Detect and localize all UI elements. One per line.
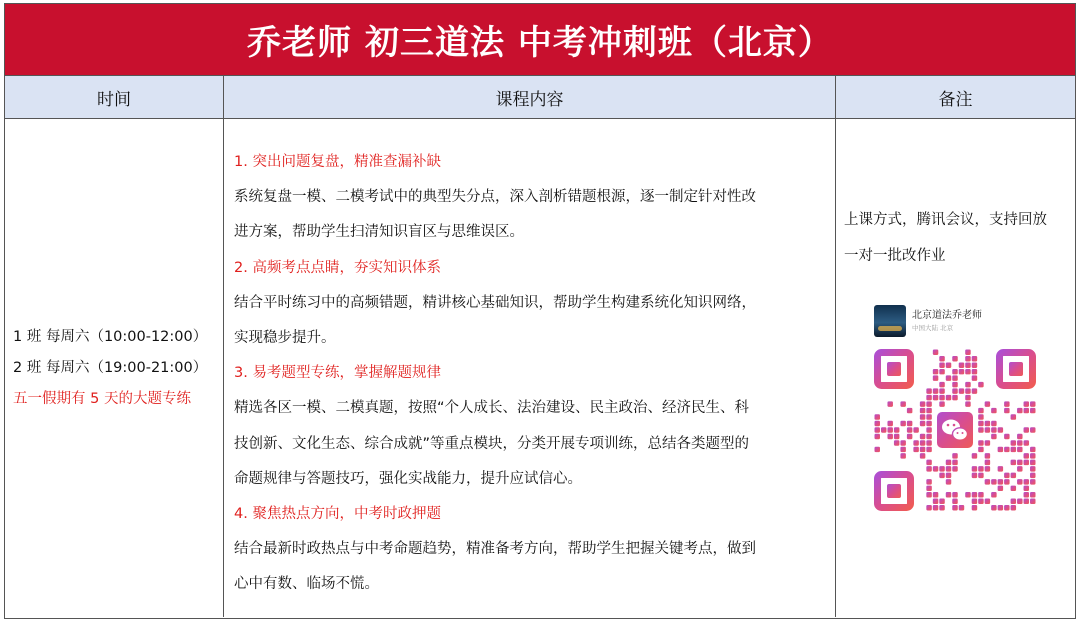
- section-1-heading: 1. 突出问题复盘，精准查漏补缺: [234, 154, 441, 170]
- table-header-row: [5, 76, 1075, 119]
- section-1-text-a: 系统复盘一模、二模考试中的典型失分点，深入剖析错题根源，逐一制定针对性改: [234, 189, 756, 206]
- header-note: 备注: [938, 89, 973, 110]
- wechat-qr-code[interactable]: [874, 349, 1036, 511]
- section-4-text-b: 心中有数、临场不慌。: [234, 576, 379, 593]
- section-2-heading: 2. 高频考点点睛，夯实知识体系: [234, 259, 441, 276]
- avatar: [874, 305, 906, 337]
- content-cell: [224, 119, 836, 617]
- time-cell: [5, 119, 224, 617]
- header-content: 课程内容: [224, 76, 836, 118]
- wechat-qr-card: [874, 304, 1036, 511]
- class-method-note: 上课方式，腾讯会议，支持回放: [844, 212, 1047, 228]
- section-4-heading: 4. 聚焦热点方向，中考时政押题: [234, 506, 441, 523]
- homework-note: 一对一批改作业: [844, 247, 946, 264]
- section-3-text-c: 命题规律与答题技巧，强化实战能力，提升应试信心。: [234, 470, 582, 487]
- page-title: 乔老师 初三道法 中考冲刺班（北京）: [5, 4, 1075, 76]
- note-cell: [836, 119, 1075, 617]
- section-2-text-a: 结合平时练习中的高频错题，精讲核心基础知识，帮助学生构建系统化知识网络，: [234, 294, 756, 311]
- qr-account-region: 中国大陆 北京: [912, 324, 954, 332]
- section-1-text-b: 进方案，帮助学生扫清知识盲区与思维误区。: [234, 224, 524, 241]
- section-3-text-b: 技创新、文化生态、综合成就”等重点模块，分类开展专项训练，总结各类题型的: [234, 435, 750, 452]
- section-2-text-b: 实现稳步提升。: [234, 330, 336, 347]
- header-time: 时间: [5, 76, 224, 118]
- holiday-note: 五一假期有 5 天的大题专练: [13, 390, 191, 407]
- qr-account-name: 北京道法乔老师: [912, 310, 982, 321]
- qr-profile: [874, 304, 1036, 338]
- class-1-schedule: 1 班 每周六（10:00-12:00）: [13, 328, 208, 345]
- section-3-text-a: 精选各区一模、二模真题，按照“个人成长、法治建设、民主政治、经济民生、科: [234, 400, 750, 417]
- class-2-schedule: 2 班 每周六（19:00-21:00）: [13, 359, 208, 376]
- schedule-sheet: [4, 3, 1076, 619]
- section-4-text-a: 结合最新时政热点与中考命题趋势，精准备考方向，帮助学生把握关键考点，做到: [234, 541, 756, 558]
- section-3-heading: 3. 易考题型专练，掌握解题规律: [234, 365, 441, 382]
- table-body-row: [5, 119, 1075, 617]
